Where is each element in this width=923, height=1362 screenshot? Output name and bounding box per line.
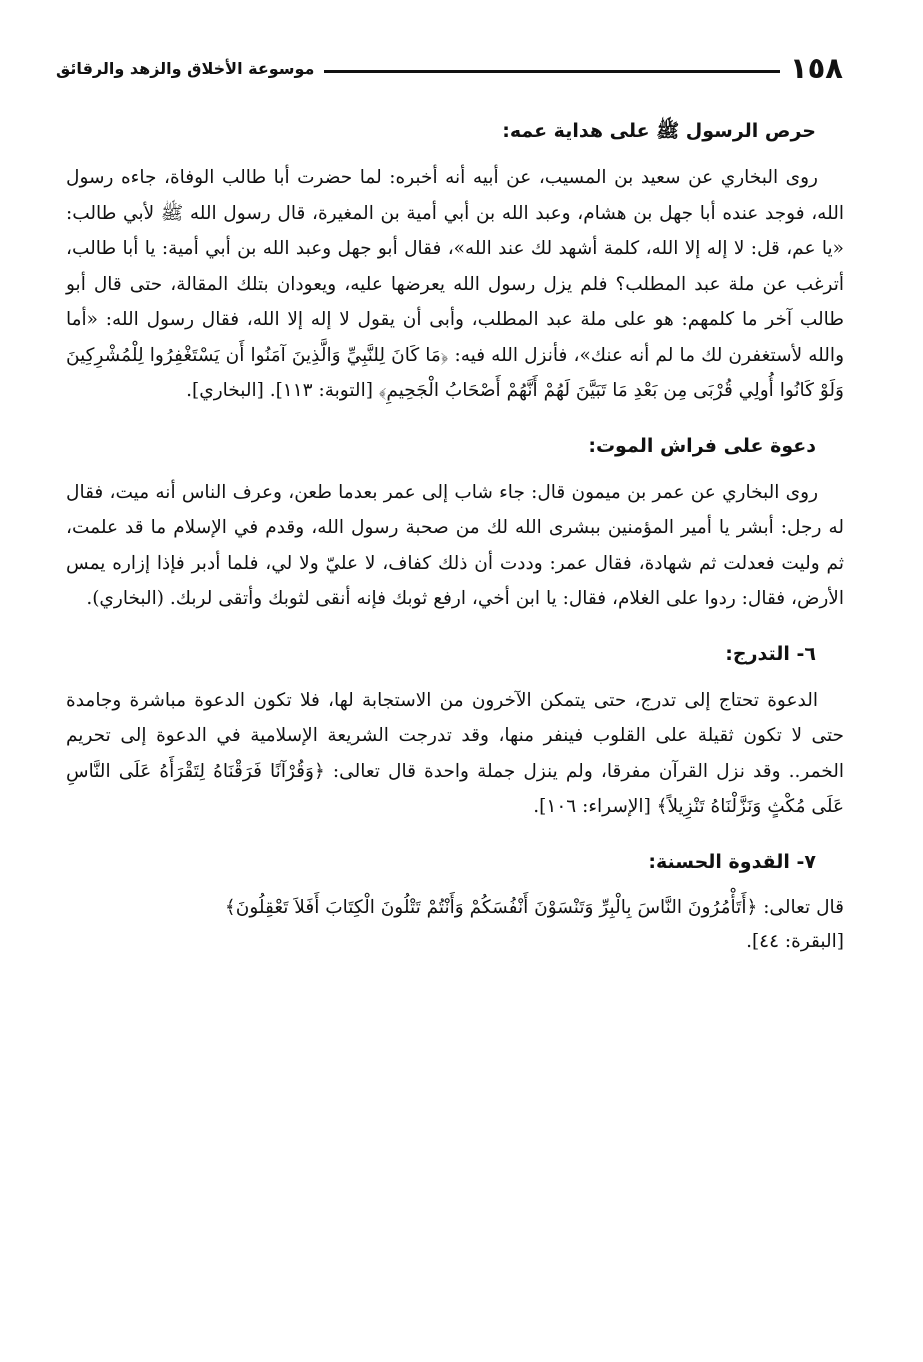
header-rule: [324, 70, 779, 73]
page-header: [56, 50, 843, 86]
section-heading-prophet-uncle: حرص الرسول ﷺ على هداية عمه:: [502, 120, 816, 142]
section-paragraph-deathbed: روى البخاري عن عمر بن ميمون قال: جاء شاب إلى عمر بعدما طعن، وعرف الناس أنه ميت، فقال له رجل: أبشر يا أمير المؤمنين ببشرى الله لك من صحبة رسول الله، وقدم في الإسلام ما قد علمت، ثم وليت فعدلت ثم شهادة، فقال عمر: وددت أن ذلك كفاف، لا عليّ ولا لي، فلما أدبر فإذا إزاره يمس الأرض، فقال: ردوا على الغلام، فقال: يا ابن أخي، ارفع ثوبك فإنه أنقى لثوبك وأتقى لربك. (البخاري).: [66, 481, 844, 609]
section-heading-gradualism: ٦- التدرج:: [725, 642, 816, 665]
book-title: موسوعة الأخلاق والزهد والرقائق: [56, 58, 315, 78]
section-paragraph-prophet-uncle: روى البخاري عن سعيد بن المسيب، عن أبيه أنه أخبره: لما حضرت أبا طالب الوفاة، جاءه رسول الله، فوجد عنده أبا جهل بن هشام، وعبد الله بن أبي أمية بن المغيرة، قال رسول الله ﷺ لأبي طالب: «يا عم، قل: لا إله إلا الله، كلمة أشهد لك عند الله»، فقال أبو جهل وعبد الله بن أبي أمية: يا أبا طالب، أترغب عن ملة عبد المطلب؟ فلم يزل رسول الله يعرضها عليه، ويعودان بتلك المقالة، حتى قال أبو طالب آخر ما كلمهم: هو على ملة عبد المطلب، وأبى أن يقول لا إله إلا الله، فقال رسول الله: «أما والله لأستغفرن لك ما لم أنه عنك»، فأنزل الله فيه: ﴿مَا كَانَ لِلنَّبِيِّ وَالَّذِينَ آمَنُوا أَن يَسْتَغْفِرُوا لِلْمُشْرِكِينَ وَلَوْ كَانُوا أُولِي قُرْبَى مِن بَعْدِ مَا تَبَيَّنَ لَهُمْ أَنَّهُمْ أَصْحَابُ الْجَحِيمِ﴾ [التوبة: ١١٣]. [البخاري].: [66, 167, 844, 401]
page-number: ١٥٨: [789, 51, 843, 85]
section-paragraph-gradualism: الدعوة تحتاج إلى تدرج، حتى يتمكن الآخرون من الاستجابة لها، فلا تكون الدعوة مباشرة وجامدة حتى لا تكون ثقيلة على القلوب فينفر منها، وقد تدرجت الشريعة الإسلامية في الدعوة إلى تحريم الخمر.. وقد نزل القرآن مفرقا، ولم ينزل جملة واحدة قال تعالى: ﴿وَقُرْآنًا فَرَقْنَاهُ لِتَقْرَأَهُ عَلَى النَّاسِ عَلَى مُكْثٍ وَنَزَّلْنَاهُ تَنْزِيلاً﴾ [الإسراء: ١٠٦].: [66, 689, 844, 817]
section-heading-good-example: ٧- القدوة الحسنة:: [648, 850, 816, 873]
section-heading-deathbed: دعوة على فراش الموت:: [588, 434, 816, 457]
section-paragraph-good-example: قال تعالى: ﴿أَتَأْمُرُونَ النَّاسَ بِالْبِرِّ وَتَنْسَوْنَ أَنْفُسَكُمْ وَأَنْتُمْ تَتْلُونَ الْكِتَابَ أَفَلاَ تَعْقِلُونَ﴾ [البقرة: ٤٤].: [224, 896, 844, 952]
page-content: [66, 112, 844, 959]
